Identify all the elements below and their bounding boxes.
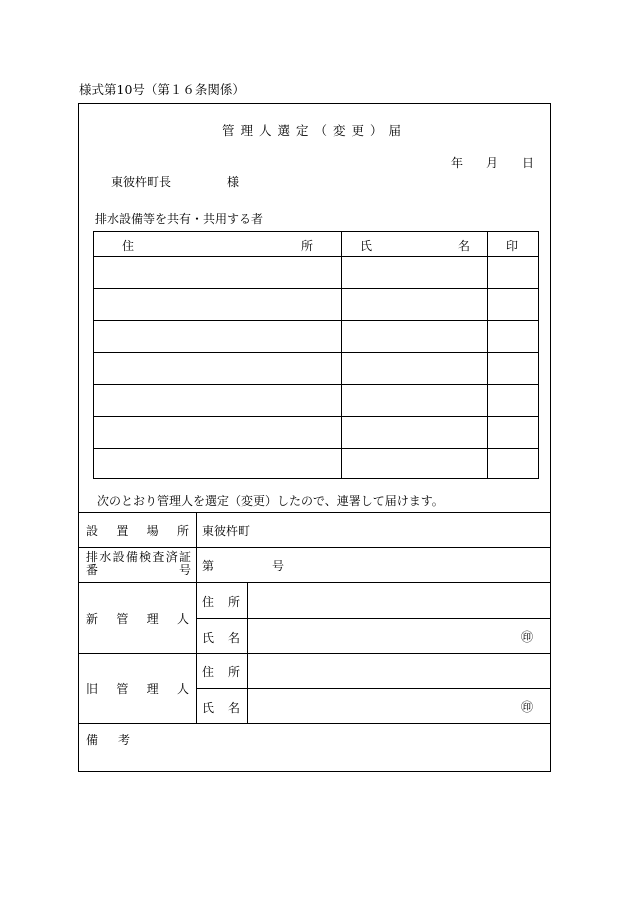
document-title: 管理人選定（変更）届 — [221, 123, 407, 138]
location-value: 東彼杵町 — [202, 524, 251, 538]
addressee-honorific: 様 — [227, 175, 240, 189]
form-frame — [78, 103, 551, 772]
inspection-suffix: 号 — [272, 559, 285, 573]
addressee-name: 東彼杵町長 — [111, 175, 172, 189]
header-seal: 印 — [506, 239, 519, 253]
old-manager-address-label: 住 所 — [202, 665, 240, 679]
date-day: 日 — [522, 156, 535, 170]
inspection-label: 排 水 設 備 検 査 済 証 番 号 — [86, 550, 191, 577]
signers-heading: 排水設備等を共有・共用する者 — [95, 212, 264, 226]
statement: 次のとおり管理人を選定（変更）したので、連署して届けます。 — [97, 494, 444, 508]
new-manager-seal: ㊞ — [521, 630, 534, 644]
header-name-2: 名 — [458, 239, 471, 253]
header-address-2: 所 — [301, 239, 314, 253]
location-label: 設 置 場 所 — [86, 524, 189, 538]
inspection-prefix: 第 — [202, 559, 215, 573]
header-address-1: 住 — [122, 239, 135, 253]
remarks-label: 備 考 — [86, 733, 130, 747]
new-manager-label: 新 管 理 人 — [86, 612, 189, 626]
old-manager-seal: ㊞ — [521, 700, 534, 714]
signers-table — [93, 231, 539, 479]
old-manager-label: 旧 管 理 人 — [86, 682, 189, 696]
date-month: 月 — [486, 156, 499, 170]
new-manager-name-label: 氏 名 — [202, 631, 240, 645]
header-name-1: 氏 — [360, 239, 373, 253]
form-number: 様式第10号（第１６条関係） — [79, 82, 245, 97]
new-manager-address-label: 住 所 — [202, 595, 240, 609]
old-manager-name-label: 氏 名 — [202, 701, 240, 715]
date-year: 年 — [451, 156, 464, 170]
